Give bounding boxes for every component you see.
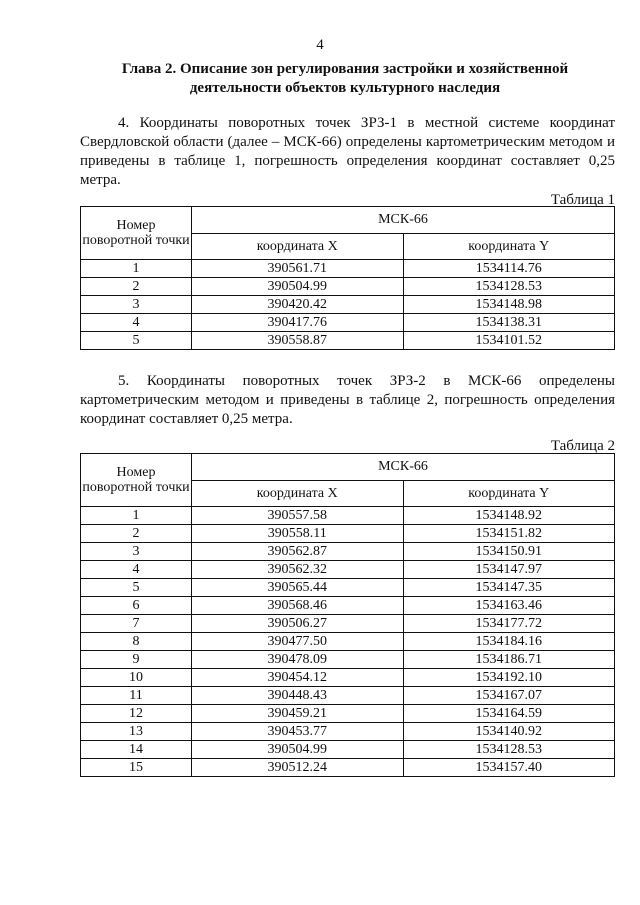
point-number-cell: 3	[81, 296, 192, 314]
coord-x-cell: 390557.58	[192, 507, 404, 525]
table-row	[81, 687, 615, 705]
header-coord-y: координата Y	[403, 234, 615, 260]
coord-x-cell: 390558.87	[192, 332, 404, 350]
table-1-body	[81, 260, 615, 350]
coord-y-cell: 1534101.52	[403, 332, 615, 350]
table-1-caption: Таблица 1	[550, 192, 615, 208]
coord-x-cell: 390565.44	[192, 579, 404, 597]
coord-y-cell: 1534167.07	[403, 687, 615, 705]
table-row	[81, 296, 615, 314]
coord-x-cell: 390562.32	[192, 561, 404, 579]
table-row	[81, 579, 615, 597]
coord-x-cell: 390417.76	[192, 314, 404, 332]
coord-y-cell: 1534147.35	[403, 579, 615, 597]
header-coord-x: координата X	[192, 481, 404, 507]
coord-x-cell: 390561.71	[192, 260, 404, 278]
coord-x-cell: 390562.87	[192, 543, 404, 561]
coord-y-cell: 1534164.59	[403, 705, 615, 723]
point-number-cell: 1	[81, 507, 192, 525]
coord-y-cell: 1534157.40	[403, 759, 615, 777]
page-number: 4	[316, 37, 324, 53]
point-number-cell: 12	[81, 705, 192, 723]
coord-y-cell: 1534192.10	[403, 669, 615, 687]
table-row	[81, 723, 615, 741]
coord-y-cell: 1534138.31	[403, 314, 615, 332]
coordinates-table-2	[80, 453, 615, 777]
point-number-cell: 13	[81, 723, 192, 741]
point-number-cell: 8	[81, 633, 192, 651]
coord-y-cell: 1534184.16	[403, 633, 615, 651]
coordinates-table-1	[80, 206, 615, 350]
header-coord-y: координата Y	[403, 481, 615, 507]
coord-x-cell: 390512.24	[192, 759, 404, 777]
point-number-cell: 7	[81, 615, 192, 633]
coord-x-cell: 390478.09	[192, 651, 404, 669]
coord-x-cell: 390459.21	[192, 705, 404, 723]
table-row	[81, 561, 615, 579]
coord-x-cell: 390420.42	[192, 296, 404, 314]
point-number-cell: 2	[81, 525, 192, 543]
coord-y-cell: 1534163.46	[403, 597, 615, 615]
coord-x-cell: 390477.50	[192, 633, 404, 651]
point-number-cell: 11	[81, 687, 192, 705]
coord-y-cell: 1534151.82	[403, 525, 615, 543]
coord-y-cell: 1534148.98	[403, 296, 615, 314]
coord-x-cell: 390448.43	[192, 687, 404, 705]
table-row	[81, 543, 615, 561]
point-number-cell: 9	[81, 651, 192, 669]
coord-y-cell: 1534148.92	[403, 507, 615, 525]
coord-y-cell: 1534147.97	[403, 561, 615, 579]
table-row	[81, 759, 615, 777]
chapter-title: Глава 2. Описание зон регулирования застройки и хозяйственной деятельности объектов культурного наследия	[121, 61, 569, 96]
coord-x-cell: 390454.12	[192, 669, 404, 687]
coord-y-cell: 1534177.72	[403, 615, 615, 633]
header-system: МСК-66	[192, 207, 615, 234]
table-row	[81, 525, 615, 543]
table-row	[81, 741, 615, 759]
table-row	[81, 597, 615, 615]
header-system: МСК-66	[192, 454, 615, 481]
coord-y-cell: 1534150.91	[403, 543, 615, 561]
point-number-cell: 3	[81, 543, 192, 561]
table-row	[81, 278, 615, 296]
table-2-body	[81, 507, 615, 777]
point-number-cell: 4	[81, 561, 192, 579]
coord-x-cell: 390453.77	[192, 723, 404, 741]
table-row	[81, 507, 615, 525]
table-row	[81, 615, 615, 633]
coord-y-cell: 1534128.53	[403, 741, 615, 759]
coord-x-cell: 390504.99	[192, 278, 404, 296]
coord-y-cell: 1534114.76	[403, 260, 615, 278]
table-row	[81, 651, 615, 669]
point-number-cell: 2	[81, 278, 192, 296]
point-number-cell: 10	[81, 669, 192, 687]
coord-x-cell: 390504.99	[192, 741, 404, 759]
table-2-caption: Таблица 2	[550, 438, 615, 454]
table-row	[81, 260, 615, 278]
header-point-number: Номер поворотной точки	[81, 207, 192, 260]
point-number-cell: 5	[81, 579, 192, 597]
header-coord-x: координата X	[192, 234, 404, 260]
point-number-cell: 14	[81, 741, 192, 759]
coord-y-cell: 1534128.53	[403, 278, 615, 296]
paragraph-4: 4. Координаты поворотных точек ЗРЗ-1 в местной системе координат Свердловской области (далее – МСК-66) определены картометрическим методом и приведены в таблице 1, погрешность определения координат составляет 0,25 метра.	[80, 115, 615, 188]
point-number-cell: 1	[81, 260, 192, 278]
paragraph-5: 5. Координаты поворотных точек ЗРЗ-2 в МСК-66 определены картометрическим методом и приведены в таблице 2, погрешность определения координат составляет 0,25 метра.	[80, 373, 615, 427]
point-number-cell: 6	[81, 597, 192, 615]
table-row	[81, 633, 615, 651]
coord-x-cell: 390568.46	[192, 597, 404, 615]
table-row	[81, 332, 615, 350]
table-row	[81, 705, 615, 723]
header-point-number: Номер поворотной точки	[81, 454, 192, 507]
coord-x-cell: 390558.11	[192, 525, 404, 543]
point-number-cell: 4	[81, 314, 192, 332]
coord-x-cell: 390506.27	[192, 615, 404, 633]
table-row	[81, 314, 615, 332]
coord-y-cell: 1534140.92	[403, 723, 615, 741]
point-number-cell: 5	[81, 332, 192, 350]
point-number-cell: 15	[81, 759, 192, 777]
table-row	[81, 669, 615, 687]
coord-y-cell: 1534186.71	[403, 651, 615, 669]
